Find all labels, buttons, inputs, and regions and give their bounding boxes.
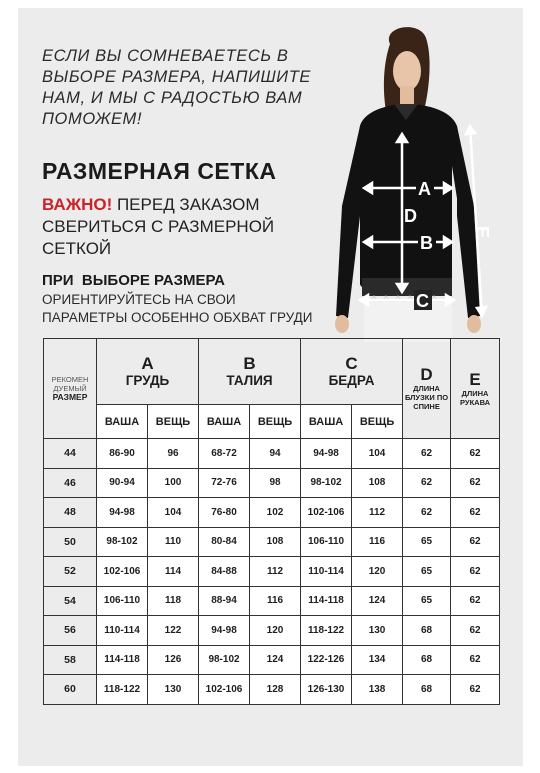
sub-item-c: ВЕЩЬ [352, 405, 403, 439]
table-cell: 128 [250, 675, 301, 705]
table-cell: 94-98 [301, 439, 352, 469]
table-cell: 102-106 [199, 675, 250, 705]
size-cell: 54 [44, 586, 97, 616]
header-recommended-size [44, 339, 97, 439]
label-d: D [404, 206, 417, 226]
table-cell: 106-110 [301, 527, 352, 557]
size-chart-card [18, 8, 523, 766]
table-cell: 62 [403, 468, 451, 498]
table-cell: 112 [250, 557, 301, 587]
important-highlight: ВАЖНО! [42, 195, 113, 214]
table-cell: 106-110 [97, 586, 148, 616]
table-cell: 116 [250, 586, 301, 616]
size-table [43, 338, 500, 705]
table-cell: 138 [352, 675, 403, 705]
table-cell: 62 [451, 439, 500, 469]
header-group-e [451, 339, 500, 439]
header-group-b [199, 339, 301, 405]
table-cell: 108 [352, 468, 403, 498]
size-cell: 60 [44, 675, 97, 705]
table-cell: 65 [403, 586, 451, 616]
table-cell: 118-122 [301, 616, 352, 646]
table-cell: 120 [250, 616, 301, 646]
table-cell: 122 [148, 616, 199, 646]
page-title: РАЗМЕРНАЯ СЕТКА [42, 158, 277, 184]
table-row [44, 498, 500, 528]
table-cell: 114-118 [97, 645, 148, 675]
table-cell: 120 [352, 557, 403, 587]
table-cell: 88-94 [199, 586, 250, 616]
table-cell: 96 [148, 439, 199, 469]
table-cell: 112 [352, 498, 403, 528]
header-group-d [403, 339, 451, 439]
model-illustration [302, 16, 523, 342]
table-cell: 130 [352, 616, 403, 646]
table-cell: 116 [352, 527, 403, 557]
table-cell: 76-80 [199, 498, 250, 528]
table-cell: 62 [451, 645, 500, 675]
table-cell: 114-118 [301, 586, 352, 616]
table-cell: 68 [403, 645, 451, 675]
table-cell: 134 [352, 645, 403, 675]
table-row [44, 675, 500, 705]
size-cell: 52 [44, 557, 97, 587]
table-cell: 94-98 [97, 498, 148, 528]
table-cell: 65 [403, 557, 451, 587]
table-cell: 68 [403, 675, 451, 705]
intro-text: ЕСЛИ ВЫ СОМНЕВАЕТЕСЬ В ВЫБОРЕ РАЗМЕРА, НАПИШИТЕ НАМ, И МЫ С РАДОСТЬЮ ВАМ ПОМОЖЕМ! [42, 47, 311, 128]
rec-label-bold: РАЗМЕР [52, 392, 88, 402]
table-cell: 62 [451, 675, 500, 705]
group-a-name: ГРУДЬ [125, 373, 170, 388]
header-group-c [301, 339, 403, 405]
table-cell: 94 [250, 439, 301, 469]
sub-yours-b: ВАША [199, 405, 250, 439]
table-cell: 98-102 [301, 468, 352, 498]
group-a-letter: A [141, 354, 154, 373]
table-cell: 86-90 [97, 439, 148, 469]
table-cell: 110-114 [97, 616, 148, 646]
table-cell: 62 [451, 557, 500, 587]
table-cell: 110-114 [301, 557, 352, 587]
group-b-name: ТАЛИЯ [226, 373, 273, 388]
table-cell: 126 [148, 645, 199, 675]
label-e: E [472, 226, 492, 239]
table-cell: 98-102 [97, 527, 148, 557]
table-row [44, 527, 500, 557]
group-e-name: ДЛИНА РУКАВА [460, 388, 491, 407]
size-cell: 56 [44, 616, 97, 646]
group-c-letter: C [345, 354, 358, 373]
table-cell: 100 [148, 468, 199, 498]
table-cell: 130 [148, 675, 199, 705]
table-cell: 102-106 [301, 498, 352, 528]
size-cell: 44 [44, 439, 97, 469]
table-cell: 108 [250, 527, 301, 557]
table-cell: 72-76 [199, 468, 250, 498]
size-cell: 50 [44, 527, 97, 557]
table-cell: 110 [148, 527, 199, 557]
table-cell: 102-106 [97, 557, 148, 587]
important-text: ПЕРЕД ЗАКАЗОМ СВЕРИТЬСЯ С РАЗМЕРНОЙ СЕТКОЙ [42, 195, 275, 258]
table-row [44, 468, 500, 498]
table-cell: 114 [148, 557, 199, 587]
table-row [44, 645, 500, 675]
table-cell: 62 [403, 439, 451, 469]
table-cell: 62 [451, 586, 500, 616]
size-cell: 58 [44, 645, 97, 675]
table-row [44, 586, 500, 616]
rec-label-small: РЕКОМЕН ДУЕМЫЙ [51, 375, 89, 393]
important-note [42, 194, 312, 260]
table-cell: 65 [403, 527, 451, 557]
table-cell: 62 [451, 527, 500, 557]
table-cell: 80-84 [199, 527, 250, 557]
sub-yours-c: ВАША [301, 405, 352, 439]
table-cell: 68-72 [199, 439, 250, 469]
table-cell: 102 [250, 498, 301, 528]
size-cell: 46 [44, 468, 97, 498]
table-cell: 118-122 [97, 675, 148, 705]
table-cell: 94-98 [199, 616, 250, 646]
tip-text: ОРИЕНТИРУЙТЕСЬ НА СВОИ ПАРАМЕТРЫ ОСОБЕННО ОБХВАТ ГРУДИ [42, 292, 313, 325]
table-cell: 104 [148, 498, 199, 528]
table-cell: 62 [451, 468, 500, 498]
table-cell: 104 [352, 439, 403, 469]
label-c: C [416, 291, 429, 311]
group-b-letter: B [243, 354, 256, 373]
table-cell: 124 [250, 645, 301, 675]
label-a: A [418, 179, 431, 199]
label-b: B [420, 233, 433, 253]
table-cell: 62 [403, 498, 451, 528]
table-cell: 98-102 [199, 645, 250, 675]
table-row [44, 557, 500, 587]
size-cell: 48 [44, 498, 97, 528]
table-cell: 62 [451, 498, 500, 528]
group-d-name: ДЛИНА БЛУЗКИ ПО СПИНЕ [404, 384, 449, 411]
table-cell: 68 [403, 616, 451, 646]
table-cell: 90-94 [97, 468, 148, 498]
table-row [44, 616, 500, 646]
group-d-letter: D [420, 365, 433, 384]
tip-title: ПРИ ВЫБОРЕ РАЗМЕРА [42, 272, 225, 289]
sub-yours-a: ВАША [97, 405, 148, 439]
table-cell: 98 [250, 468, 301, 498]
table-cell: 62 [451, 616, 500, 646]
table-cell: 84-88 [199, 557, 250, 587]
table-row [44, 439, 500, 469]
group-e-letter: E [469, 369, 481, 389]
table-cell: 124 [352, 586, 403, 616]
header-group-a [97, 339, 199, 405]
table-cell: 126-130 [301, 675, 352, 705]
table-cell: 122-126 [301, 645, 352, 675]
table-cell: 118 [148, 586, 199, 616]
group-c-name: БЕДРА [328, 373, 375, 388]
sub-item-a: ВЕЩЬ [148, 405, 199, 439]
sub-item-b: ВЕЩЬ [250, 405, 301, 439]
